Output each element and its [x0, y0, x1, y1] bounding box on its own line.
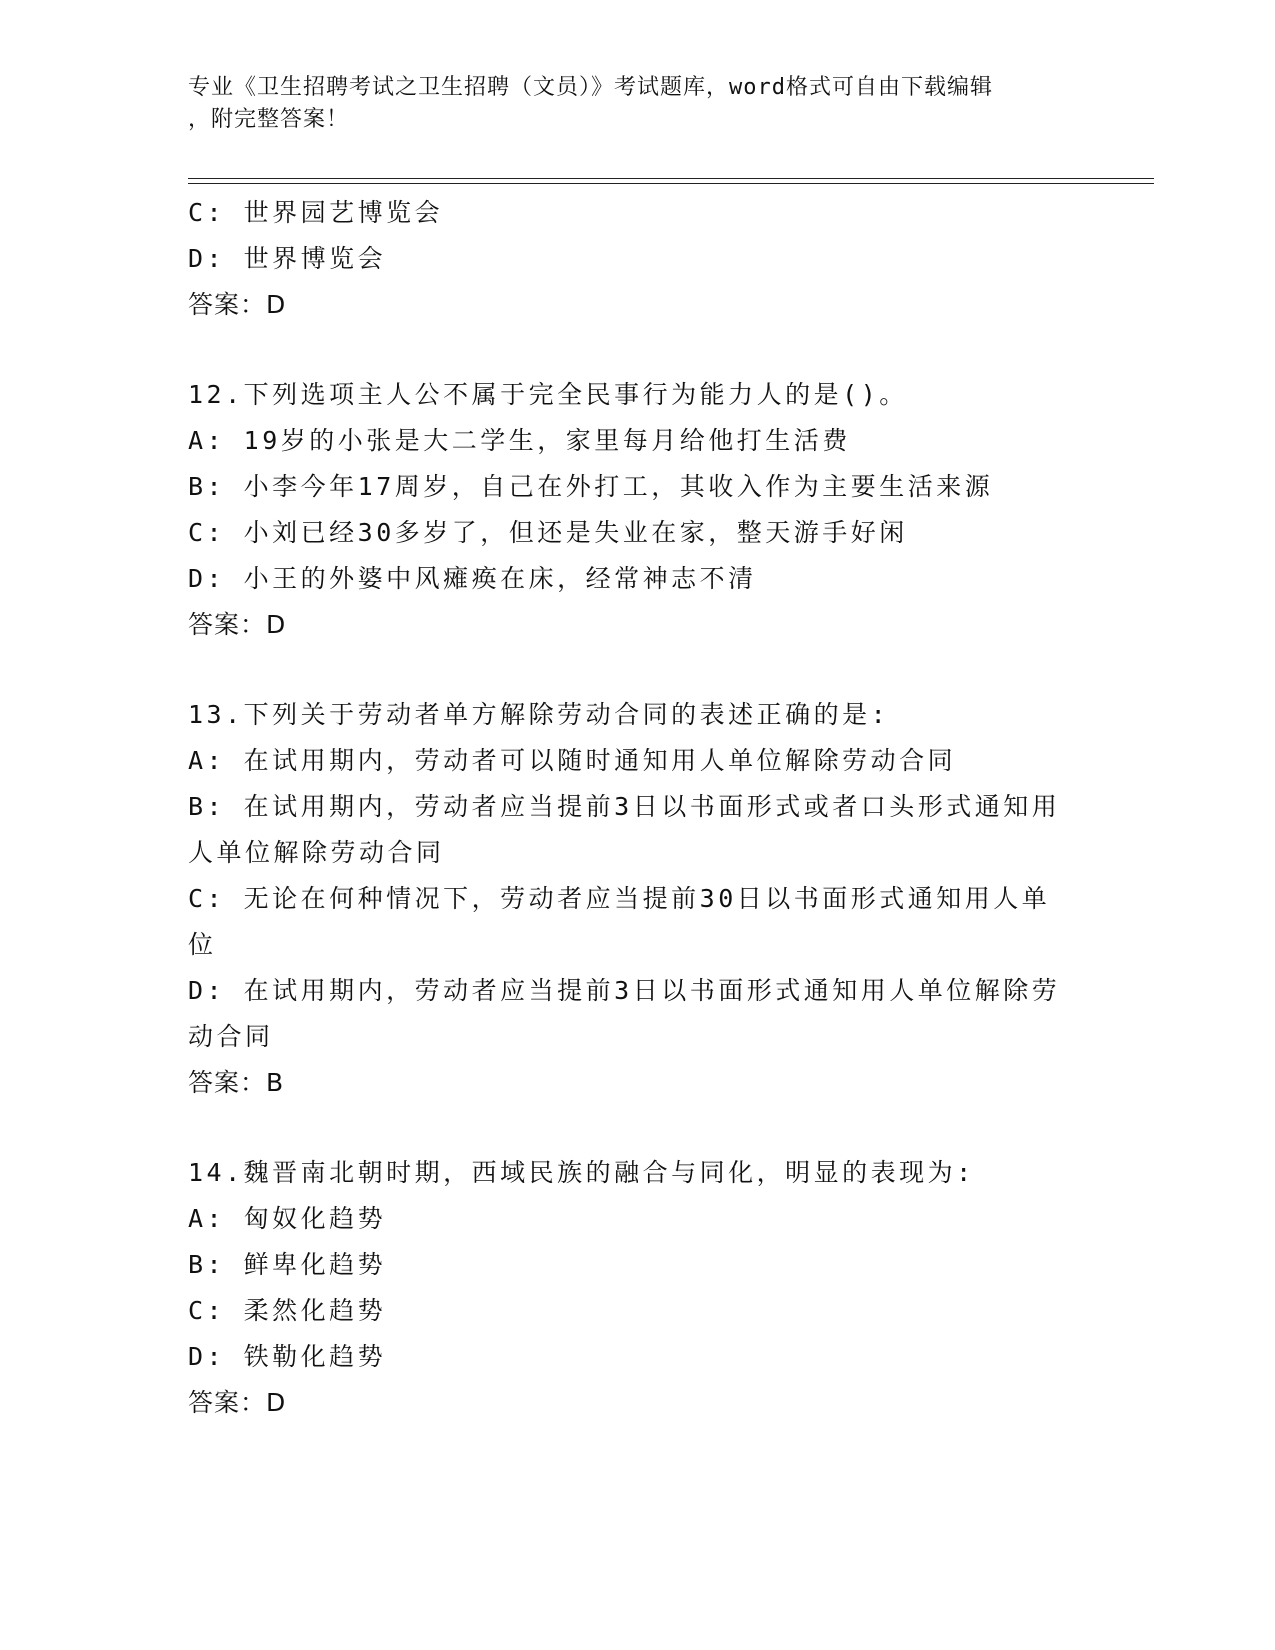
option-d: D: 铁勒化趋势	[188, 1342, 387, 1371]
header-divider-top	[188, 178, 1154, 179]
question-list	[188, 190, 1088, 1426]
option-c: C: 世界园艺博览会	[188, 198, 444, 227]
question-title: 12.下列选项主人公不属于完全民事行为能力人的是()。	[188, 380, 908, 409]
answer: 答案：D	[188, 290, 287, 319]
page-header	[188, 72, 1068, 136]
question-partial	[188, 190, 1088, 328]
spacer	[188, 648, 1088, 692]
header-line-1: 专业《卫生招聘考试之卫生招聘（文员）》考试题库，word格式可自由下载编辑	[188, 75, 993, 100]
option-a: A: 匈奴化趋势	[188, 1204, 387, 1233]
option-b: B: 在试用期内，劳动者应当提前3日以书面形式或者口头形式通知用人单位解除劳动合同	[188, 792, 1061, 867]
answer: 答案：D	[188, 1388, 287, 1417]
option-c: C: 无论在何种情况下，劳动者应当提前30日以书面形式通知用人单位	[188, 884, 1051, 959]
answer: 答案：D	[188, 610, 287, 639]
question-12	[188, 372, 1088, 648]
option-a: A: 在试用期内，劳动者可以随时通知用人单位解除劳动合同	[188, 746, 957, 775]
option-d: D: 在试用期内，劳动者应当提前3日以书面形式通知用人单位解除劳动合同	[188, 976, 1061, 1051]
question-title: 13.下列关于劳动者单方解除劳动合同的表述正确的是:	[188, 700, 890, 729]
question-13	[188, 692, 1088, 1106]
option-c: C: 小刘已经30多岁了，但还是失业在家，整天游手好闲	[188, 518, 908, 547]
question-title: 14.魏晋南北朝时期，西域民族的融合与同化，明显的表现为:	[188, 1158, 975, 1187]
option-b: B: 鲜卑化趋势	[188, 1250, 387, 1279]
header-line-2: ，附完整答案！	[188, 107, 350, 132]
option-b: B: 小李今年17周岁，自己在外打工，其收入作为主要生活来源	[188, 472, 994, 501]
answer: 答案：B	[188, 1068, 285, 1097]
header-divider-bottom	[188, 183, 1154, 184]
spacer	[188, 328, 1088, 372]
option-d: D: 小王的外婆中风瘫痪在床，经常神志不清	[188, 564, 757, 593]
option-d: D: 世界博览会	[188, 244, 387, 273]
option-c: C: 柔然化趋势	[188, 1296, 387, 1325]
option-a: A: 19岁的小张是大二学生，家里每月给他打生活费	[188, 426, 851, 455]
spacer	[188, 1106, 1088, 1150]
question-14	[188, 1150, 1088, 1426]
